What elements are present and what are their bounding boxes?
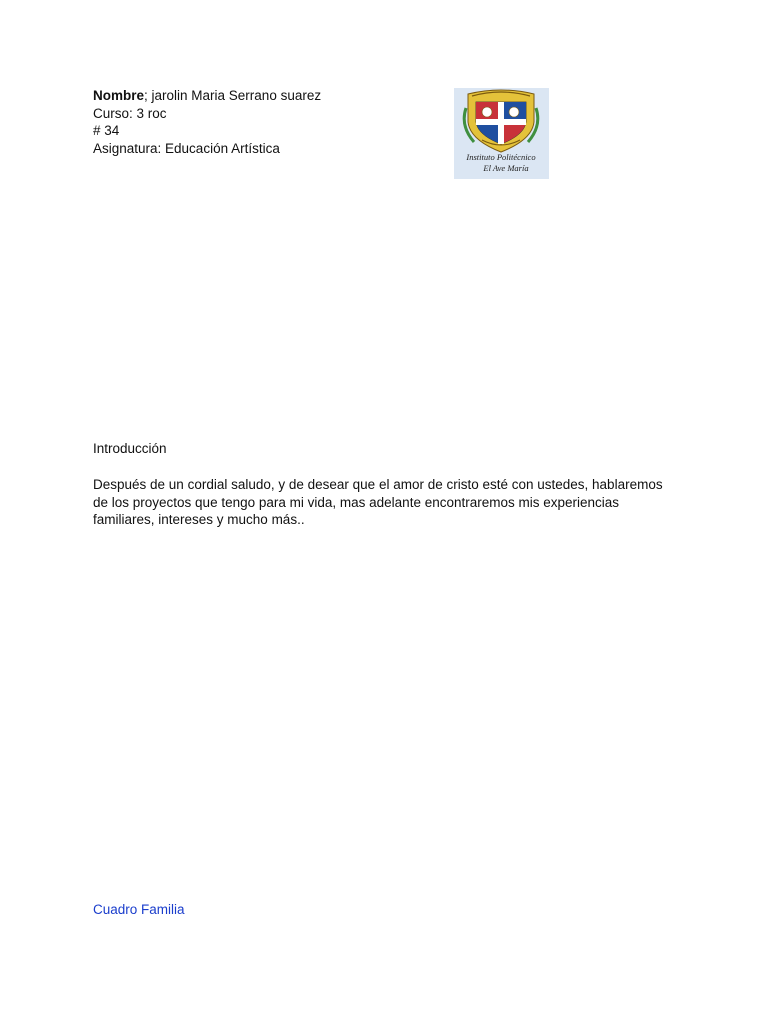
crest-caption-2: El Ave María	[483, 163, 529, 173]
student-info	[93, 87, 321, 157]
intro-heading: Introducción	[93, 441, 167, 456]
name-line	[93, 87, 321, 105]
subject-line: Asignatura: Educación Artística	[93, 140, 280, 156]
course-line: Curso: 3 roc	[93, 105, 167, 121]
family-link[interactable]: Cuadro Familia	[93, 902, 185, 917]
intro-paragraph: Después de un cordial saludo, y de desear que el amor de cristo esté con ustedes, hablaremos de los proyectos que tengo para mi vida, mas adelante encontraremos mis experiencias familiares, intereses y mucho más..	[93, 477, 663, 527]
school-crest-icon	[454, 88, 549, 179]
crest-caption-1: Instituto Politécnico	[466, 152, 536, 162]
number-line: # 34	[93, 123, 120, 138]
name-value: ; jarolin Maria Serrano suarez	[144, 88, 322, 103]
name-label: Nombre	[93, 88, 145, 103]
